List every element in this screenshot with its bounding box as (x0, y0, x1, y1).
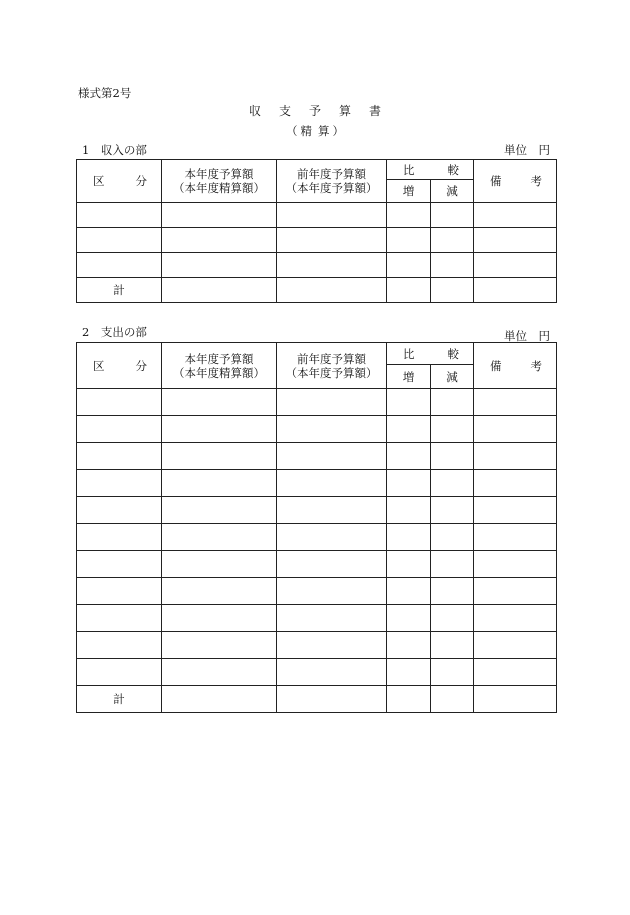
table-cell[interactable] (162, 416, 277, 443)
table-cell[interactable] (431, 605, 474, 632)
title-char: 収 (248, 104, 261, 118)
table-cell[interactable] (387, 416, 431, 443)
table-cell[interactable] (431, 578, 474, 605)
table-cell[interactable] (162, 203, 277, 228)
table-cell[interactable] (474, 605, 557, 632)
table-cell[interactable] (387, 524, 431, 551)
table-cell[interactable] (277, 686, 387, 713)
table-cell[interactable] (474, 203, 557, 228)
table-row (77, 203, 557, 228)
table-row (77, 416, 557, 443)
table-cell[interactable] (387, 389, 431, 416)
table-cell[interactable] (387, 632, 431, 659)
table-cell[interactable] (474, 416, 557, 443)
title-char: 支 (278, 104, 291, 118)
total-label: 計 (77, 278, 162, 303)
table-cell[interactable] (431, 632, 474, 659)
table-cell[interactable] (431, 524, 474, 551)
table-cell[interactable] (77, 203, 162, 228)
header-comparison: 比 較 (387, 160, 474, 180)
income-unit-label: 単位 円 (504, 143, 550, 157)
table-cell[interactable] (474, 278, 557, 303)
table-cell[interactable] (277, 443, 387, 470)
table-cell[interactable] (387, 578, 431, 605)
table-cell[interactable] (387, 443, 431, 470)
table-cell[interactable] (162, 228, 277, 253)
table-row (77, 524, 557, 551)
table-cell[interactable] (277, 632, 387, 659)
table-cell[interactable] (431, 203, 474, 228)
table-cell[interactable] (387, 659, 431, 686)
table-cell[interactable] (77, 389, 162, 416)
table-cell[interactable] (77, 497, 162, 524)
header-current-year: 本年度予算額 （本年度精算額） (162, 343, 277, 389)
table-cell[interactable] (277, 551, 387, 578)
table-cell[interactable] (277, 578, 387, 605)
document-title (0, 102, 630, 119)
table-cell[interactable] (162, 497, 277, 524)
table-cell[interactable] (431, 551, 474, 578)
table-cell[interactable] (474, 686, 557, 713)
table-cell[interactable] (474, 578, 557, 605)
table-row (77, 253, 557, 278)
table-cell[interactable] (162, 278, 277, 303)
table-cell[interactable] (474, 228, 557, 253)
header-kubun: 区 分 (77, 343, 162, 389)
table-cell[interactable] (474, 389, 557, 416)
table-cell[interactable] (77, 253, 162, 278)
table-cell[interactable] (162, 443, 277, 470)
table-cell[interactable] (77, 551, 162, 578)
table-cell[interactable] (474, 443, 557, 470)
table-cell[interactable] (431, 278, 474, 303)
table-cell[interactable] (277, 228, 387, 253)
table-cell[interactable] (387, 203, 431, 228)
table-cell[interactable] (162, 632, 277, 659)
table-cell[interactable] (277, 524, 387, 551)
table-cell[interactable] (474, 551, 557, 578)
income-section-label: 1 収入の部 (82, 143, 147, 157)
expense-table (76, 342, 557, 713)
table-cell[interactable] (387, 470, 431, 497)
table-cell[interactable] (431, 228, 474, 253)
table-cell[interactable] (277, 278, 387, 303)
header-comparison: 比 較 (387, 343, 474, 365)
expense-section-label: 2 支出の部 (82, 325, 147, 339)
table-cell[interactable] (77, 524, 162, 551)
table-cell[interactable] (431, 253, 474, 278)
table-cell[interactable] (387, 605, 431, 632)
income-table (76, 159, 557, 303)
table-cell[interactable] (474, 659, 557, 686)
table-cell[interactable] (474, 470, 557, 497)
table-cell[interactable] (277, 659, 387, 686)
total-label: 計 (77, 686, 162, 713)
title-char: 予 (308, 104, 321, 118)
table-cell[interactable] (277, 253, 387, 278)
table-cell[interactable] (431, 497, 474, 524)
table-cell[interactable] (162, 389, 277, 416)
table-cell[interactable] (387, 278, 431, 303)
table-cell[interactable] (162, 470, 277, 497)
total-row (77, 278, 557, 303)
header-prev-year: 前年度予算額 （本年度予算額） (277, 160, 387, 203)
table-cell[interactable] (162, 605, 277, 632)
table-cell[interactable] (277, 497, 387, 524)
table-row (77, 578, 557, 605)
table-row (77, 497, 557, 524)
title-char: 算 (339, 104, 352, 118)
table-cell[interactable] (431, 686, 474, 713)
table-cell[interactable] (387, 228, 431, 253)
table-cell[interactable] (162, 578, 277, 605)
table-cell[interactable] (277, 203, 387, 228)
table-cell[interactable] (474, 524, 557, 551)
table-cell[interactable] (162, 524, 277, 551)
subtitle-char: 精 (300, 124, 312, 138)
table-cell[interactable] (431, 470, 474, 497)
table-row (77, 632, 557, 659)
table-cell[interactable] (474, 632, 557, 659)
header-remarks: 備 考 (474, 160, 557, 203)
subtitle-char: 算 (318, 124, 330, 138)
table-cell[interactable] (474, 497, 557, 524)
table-cell[interactable] (77, 632, 162, 659)
table-cell[interactable] (77, 416, 162, 443)
header-current-year: 本年度予算額 （本年度精算額） (162, 160, 277, 203)
header-increase: 増 (387, 365, 431, 389)
table-row (77, 605, 557, 632)
table-cell[interactable] (387, 686, 431, 713)
table-cell[interactable] (277, 389, 387, 416)
header-prev-year: 前年度予算額 （本年度予算額） (277, 343, 387, 389)
table-cell[interactable] (431, 659, 474, 686)
table-cell[interactable] (162, 659, 277, 686)
table-cell[interactable] (387, 551, 431, 578)
table-cell[interactable] (431, 443, 474, 470)
table-row (77, 551, 557, 578)
header-kubun: 区 分 (77, 160, 162, 203)
header-decrease: 減 (431, 180, 474, 203)
table-row (77, 228, 557, 253)
table-cell[interactable] (277, 605, 387, 632)
form-number: 様式第2号 (78, 86, 132, 100)
table-cell[interactable] (431, 416, 474, 443)
table-cell[interactable] (277, 470, 387, 497)
title-char: 書 (369, 104, 382, 118)
table-cell[interactable] (474, 253, 557, 278)
table-cell[interactable] (77, 659, 162, 686)
table-row (77, 659, 557, 686)
table-cell[interactable] (162, 686, 277, 713)
table-cell[interactable] (77, 605, 162, 632)
header-increase: 増 (387, 180, 431, 203)
table-cell[interactable] (77, 443, 162, 470)
table-cell[interactable] (431, 389, 474, 416)
table-cell[interactable] (387, 497, 431, 524)
subtitle-close: ） (332, 124, 344, 138)
table-cell[interactable] (77, 228, 162, 253)
table-cell[interactable] (387, 253, 431, 278)
table-cell[interactable] (277, 416, 387, 443)
header-remarks: 備 考 (474, 343, 557, 389)
table-row (77, 389, 557, 416)
document-subtitle (0, 123, 630, 139)
table-row (77, 443, 557, 470)
header-decrease: 減 (431, 365, 474, 389)
table-cell[interactable] (77, 578, 162, 605)
table-cell[interactable] (77, 470, 162, 497)
table-cell[interactable] (162, 253, 277, 278)
table-cell[interactable] (162, 551, 277, 578)
table-row (77, 470, 557, 497)
expense-unit-label: 単位 円 (504, 329, 550, 343)
total-row (77, 686, 557, 713)
subtitle-open: （ (286, 124, 298, 138)
